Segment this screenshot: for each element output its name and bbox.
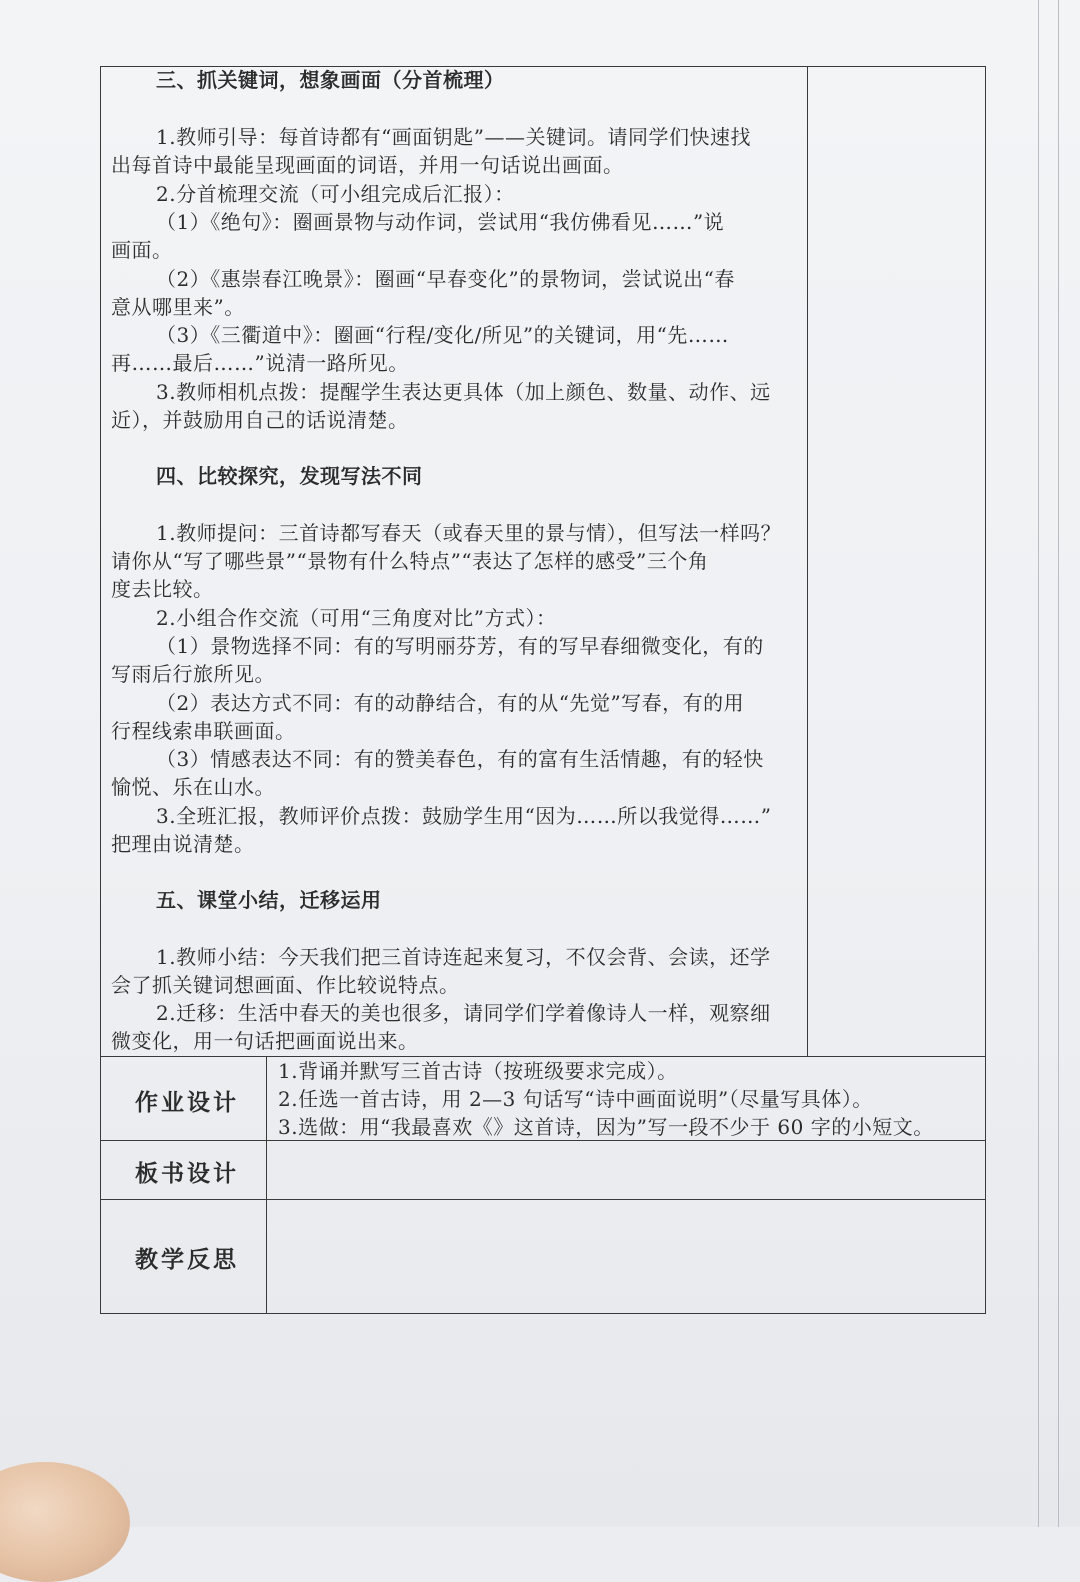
text-line: 1.教师小结：今天我们把三首诗连起来复习，不仅会背、会读，还学	[156, 945, 771, 969]
text-line: 请你从“写了哪些景”“景物有什么特点”“表达了怎样的感受”三个角	[111, 549, 709, 573]
homework-item: 3.选做：用“我最喜欢《》这首诗，因为”写一段不少于 60 字的小短文。	[278, 1115, 934, 1139]
teaching-reflection-label: 教学反思	[135, 1246, 239, 1273]
page-edge	[1038, 0, 1039, 1527]
label-column-divider	[266, 1056, 267, 1314]
text-line: 3.教师相机点拨：提醒学生表达更具体（加上颜色、数量、动作、远	[156, 380, 771, 404]
row-divider	[100, 1199, 986, 1200]
page-edge	[1058, 0, 1059, 1527]
text-line: 画面。	[111, 238, 173, 262]
text-line: 意从哪里来”。	[111, 295, 245, 319]
text-line: 1.教师引导：每首诗都有“画面钥匙”——关键词。请同学们快速找	[156, 125, 752, 149]
table-border-left	[100, 66, 101, 1314]
text-line: （3）情感表达不同：有的赞美春色，有的富有生活情趣，有的轻快	[156, 747, 764, 771]
side-column-divider	[807, 66, 808, 1056]
text-line: 愉悦、乐在山水。	[111, 775, 275, 799]
text-line: 微变化，用一句话把画面说出来。	[111, 1029, 419, 1053]
homework-label: 作业设计	[135, 1089, 239, 1116]
text-line: 1.教师提问：三首诗都写春天（或春天里的景与情），但写法一样吗？	[156, 521, 782, 545]
text-line: 2.迁移：生活中春天的美也很多，请同学们学着像诗人一样，观察细	[156, 1001, 771, 1025]
text-line: 出每首诗中最能呈现画面的词语，并用一句话说出画面。	[111, 153, 624, 177]
text-line: （2）表达方式不同：有的动静结合，有的从“先觉”写春，有的用	[156, 691, 745, 715]
text-line: 把理由说清楚。	[111, 832, 255, 856]
text-line: （2）《惠崇春江晚景》：圈画“早春变化”的景物词，尝试说出“春	[156, 267, 735, 291]
text-line: 3.全班汇报，教师评价点拨：鼓励学生用“因为……所以我觉得……”	[156, 804, 772, 828]
text-line: 再……最后……”说清一路所见。	[111, 351, 409, 375]
text-line: 2.小组合作交流（可用“三角度对比”方式）：	[156, 606, 557, 630]
text-line: 写雨后行旅所见。	[111, 662, 275, 686]
section-heading: 五、课堂小结，迁移运用	[156, 888, 382, 912]
table-border-right	[985, 66, 986, 1314]
homework-item: 2.任选一首古诗，用 2—3 句话写“诗中画面说明”（尽量写具体）。	[278, 1087, 873, 1111]
homework-item: 1.背诵并默写三首古诗（按班级要求完成）。	[278, 1059, 678, 1083]
text-line: 度去比较。	[111, 577, 214, 601]
section-heading: 三、抓关键词，想象画面（分首梳理）	[156, 68, 505, 92]
text-line: 会了抓关键词想画面、作比较说特点。	[111, 973, 460, 997]
text-line: （1）《绝句》：圈画景物与动作词，尝试用“我仿佛看见……”说	[156, 210, 725, 234]
board-design-label: 板书设计	[135, 1160, 239, 1187]
text-line: 行程线索串联画面。	[111, 719, 296, 743]
text-line: 近），并鼓励用自己的话说清楚。	[111, 408, 409, 432]
section-heading: 四、比较探究，发现写法不同	[156, 464, 423, 488]
text-line: （3）《三衢道中》：圈画“行程/变化/所见”的关键词，用“先……	[156, 323, 729, 347]
text-line: （1）景物选择不同：有的写明丽芬芳，有的写早春细微变化，有的	[156, 634, 764, 658]
table-border-bottom	[100, 1313, 986, 1314]
text-line: 2.分首梳理交流（可小组完成后汇报）：	[156, 182, 515, 206]
